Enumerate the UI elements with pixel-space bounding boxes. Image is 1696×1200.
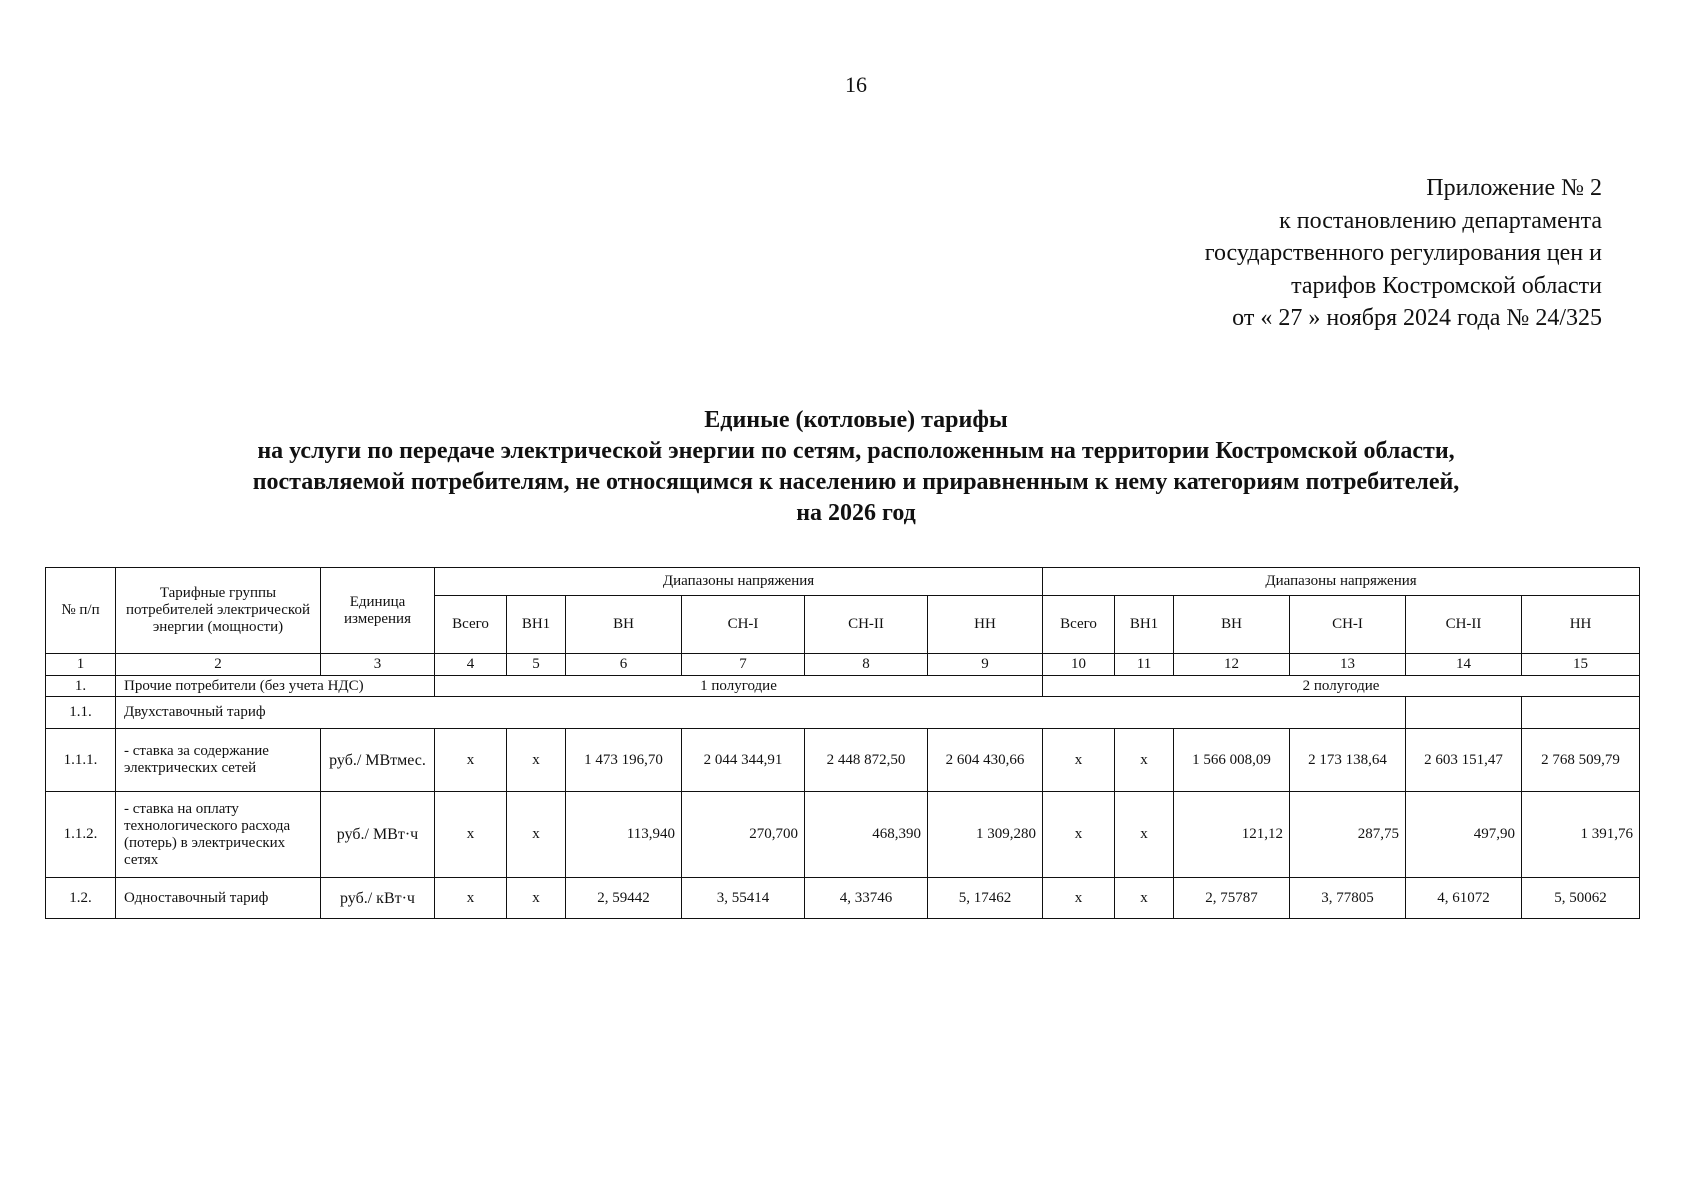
appendix-line: государственного регулирования цен и [1204, 240, 1602, 266]
header-ranges-first-half: Диапазоны напряжения [435, 568, 1043, 596]
row-value: 1 309,280 [928, 792, 1043, 878]
column-number: 11 [1115, 654, 1174, 676]
row-value: 2 044 344,91 [682, 729, 805, 792]
header-group: Тарифные группы потребителей электрической энергии (мощности) [116, 568, 321, 654]
title-line: Единые (котловые) тарифы [704, 407, 1008, 433]
table-row [46, 878, 1640, 919]
header-unit: Единица измерения [321, 568, 435, 654]
column-number: 6 [566, 654, 682, 676]
column-number: 3 [321, 654, 435, 676]
row-value: х [1115, 729, 1174, 792]
empty-cell [1406, 697, 1522, 729]
row-num: 1.1.1. [46, 729, 116, 792]
header-row [46, 568, 1640, 596]
header-voltage: ВН1 [507, 596, 566, 654]
appendix-line: от « 27 » ноября 2024 года № 24/325 [1232, 305, 1602, 331]
header-voltage: Всего [435, 596, 507, 654]
column-number: 13 [1290, 654, 1406, 676]
row-unit: руб./ МВтмес. [321, 729, 435, 792]
header-ranges-second-half: Диапазоны напряжения [1043, 568, 1640, 596]
header-voltage: СН-I [1290, 596, 1406, 654]
header-voltage: ВН1 [1115, 596, 1174, 654]
tariff-table [45, 567, 1640, 919]
row-value: 2, 75787 [1174, 878, 1290, 919]
row-label: - ставка на оплату технологического расхода (потерь) в электрических сетях [116, 792, 321, 878]
section-second-half: 2 полугодие [1043, 676, 1640, 697]
column-number: 1 [46, 654, 116, 676]
row-label: - ставка за содержание электрических сетей [116, 729, 321, 792]
header-voltage: СН-I [682, 596, 805, 654]
column-number: 5 [507, 654, 566, 676]
appendix-line: к постановлению департамента [1279, 207, 1602, 234]
section-row [46, 676, 1640, 697]
row-value: х [435, 878, 507, 919]
row-value: 4, 33746 [805, 878, 928, 919]
row-value: х [1043, 878, 1115, 919]
row-value: 468,390 [805, 792, 928, 878]
row-value: 1 473 196,70 [566, 729, 682, 792]
column-number: 9 [928, 654, 1043, 676]
row-unit: руб./ МВт·ч [321, 792, 435, 878]
header-voltage: СН-II [805, 596, 928, 654]
row-value: 2 604 430,66 [928, 729, 1043, 792]
group-num: 1.1. [46, 697, 116, 729]
row-value: х [435, 792, 507, 878]
row-value: х [507, 878, 566, 919]
row-value: 121,12 [1174, 792, 1290, 878]
header-voltage: СН-II [1406, 596, 1522, 654]
row-value: 1 566 008,09 [1174, 729, 1290, 792]
group-row [46, 697, 1640, 729]
table-row [46, 729, 1640, 792]
row-value: 1 391,76 [1522, 792, 1640, 878]
row-value: 497,90 [1406, 792, 1522, 878]
row-value: 5, 17462 [928, 878, 1043, 919]
header-voltage: Всего [1043, 596, 1115, 654]
section-num: 1. [46, 676, 116, 697]
row-value: 4, 61072 [1406, 878, 1522, 919]
column-number: 14 [1406, 654, 1522, 676]
row-value: 287,75 [1290, 792, 1406, 878]
row-label: Одноставочный тариф [116, 878, 321, 919]
column-number: 12 [1174, 654, 1290, 676]
column-number: 4 [435, 654, 507, 676]
section-first-half: 1 полугодие [435, 676, 1043, 697]
row-value: 5, 50062 [1522, 878, 1640, 919]
section-label: Прочие потребители (без учета НДС) [116, 676, 435, 697]
title-line: на 2026 год [796, 500, 916, 526]
title-line: поставляемой потребителям, не относящимся к населению и приравненным к нему категориям потребителей, [252, 469, 1460, 495]
row-value: 3, 55414 [682, 878, 805, 919]
document-title [0, 405, 1696, 529]
row-value: х [1115, 792, 1174, 878]
row-num: 1.2. [46, 878, 116, 919]
column-number-row [46, 654, 1640, 676]
row-value: х [507, 729, 566, 792]
group-label: Двухставочный тариф [116, 697, 1406, 729]
row-value: 2 448 872,50 [805, 729, 928, 792]
row-value: 2 603 151,47 [1406, 729, 1522, 792]
empty-cell [1522, 697, 1640, 729]
column-number: 8 [805, 654, 928, 676]
row-value: 113,940 [566, 792, 682, 878]
appendix-line: Приложение № 2 [1426, 175, 1602, 201]
column-number: 10 [1043, 654, 1115, 676]
row-num: 1.1.2. [46, 792, 116, 878]
page-number: 16 [845, 72, 867, 97]
title-line: на услуги по передаче электрической энергии по сетям, расположенным на территории Костромской области, [257, 438, 1455, 464]
header-voltage: ВН [566, 596, 682, 654]
row-value: х [1115, 878, 1174, 919]
appendix-line: тарифов Костромской области [1291, 272, 1602, 299]
row-value: 2 173 138,64 [1290, 729, 1406, 792]
row-unit: руб./ кВт·ч [321, 878, 435, 919]
appendix-block [902, 172, 1602, 335]
header-voltage: НН [928, 596, 1043, 654]
row-value: 2, 59442 [566, 878, 682, 919]
row-value: х [1043, 729, 1115, 792]
column-number: 15 [1522, 654, 1640, 676]
header-voltage: ВН [1174, 596, 1290, 654]
table-row [46, 792, 1640, 878]
row-value: 3, 77805 [1290, 878, 1406, 919]
header-num: № п/п [46, 568, 116, 654]
header-voltage: НН [1522, 596, 1640, 654]
column-number: 7 [682, 654, 805, 676]
row-value: х [435, 729, 507, 792]
row-value: х [507, 792, 566, 878]
column-number: 2 [116, 654, 321, 676]
row-value: 270,700 [682, 792, 805, 878]
row-value: 2 768 509,79 [1522, 729, 1640, 792]
row-value: х [1043, 792, 1115, 878]
